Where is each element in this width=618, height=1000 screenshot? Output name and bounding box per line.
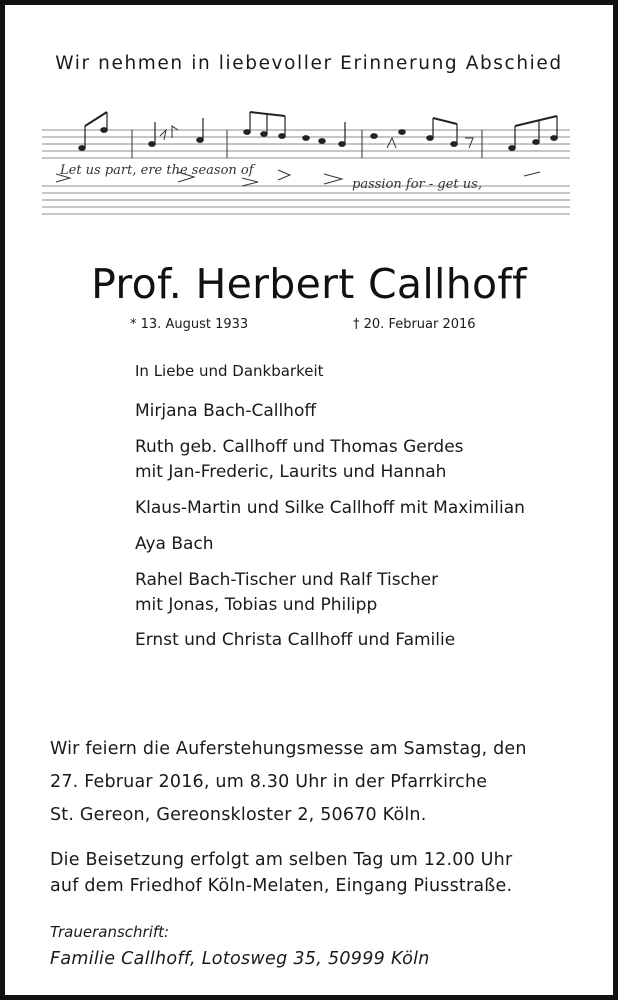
address-label: Traueranschrift: bbox=[50, 923, 170, 941]
notes bbox=[79, 112, 557, 150]
lyrics-line1: Let us part, ere the season of bbox=[60, 163, 254, 178]
lyrics-line2: passion for - get us, bbox=[352, 177, 482, 192]
service-line: St. Gereon, Gereonskloster 2, 50670 Köln. bbox=[50, 805, 427, 825]
family-heading: In Liebe und Dankbarkeit bbox=[135, 362, 324, 380]
family-line: Aya Bach bbox=[135, 534, 214, 554]
beams bbox=[85, 112, 557, 126]
mourning-address: Familie Callhoff, Lotosweg 35, 50999 Köln bbox=[50, 949, 430, 969]
service-line: 27. Februar 2016, um 8.30 Uhr in der Pfarrkirche bbox=[50, 772, 488, 792]
family-line: mit Jan-Frederic, Laurits und Hannah bbox=[135, 462, 447, 482]
family-line: mit Jonas, Tobias und Philipp bbox=[135, 595, 378, 615]
family-line: Ruth geb. Callhoff und Thomas Gerdes bbox=[135, 437, 464, 457]
deceased-name: Prof. Herbert Callhoff bbox=[91, 260, 527, 308]
death-date: † 20. Februar 2016 bbox=[353, 317, 476, 332]
burial-line: auf dem Friedhof Köln-Melaten, Eingang Piusstraße. bbox=[50, 876, 513, 896]
family-line: Ernst und Christa Callhoff und Familie bbox=[135, 630, 456, 650]
intro-line: Wir nehmen in liebevoller Erinnerung Abschied bbox=[55, 53, 563, 74]
family-line: Mirjana Bach-Callhoff bbox=[135, 401, 317, 421]
birth-date: * 13. August 1933 bbox=[130, 317, 249, 332]
music-score-image bbox=[42, 108, 570, 223]
family-line: Rahel Bach-Tischer und Ralf Tischer bbox=[135, 570, 439, 590]
barlines-and-marks bbox=[132, 126, 482, 158]
service-line: Wir feiern die Auferstehungsmesse am Samstag, den bbox=[50, 739, 527, 759]
family-line: Klaus-Martin und Silke Callhoff mit Maximilian bbox=[135, 498, 525, 518]
burial-line: Die Beisetzung erfolgt am selben Tag um 12.00 Uhr bbox=[50, 850, 513, 870]
